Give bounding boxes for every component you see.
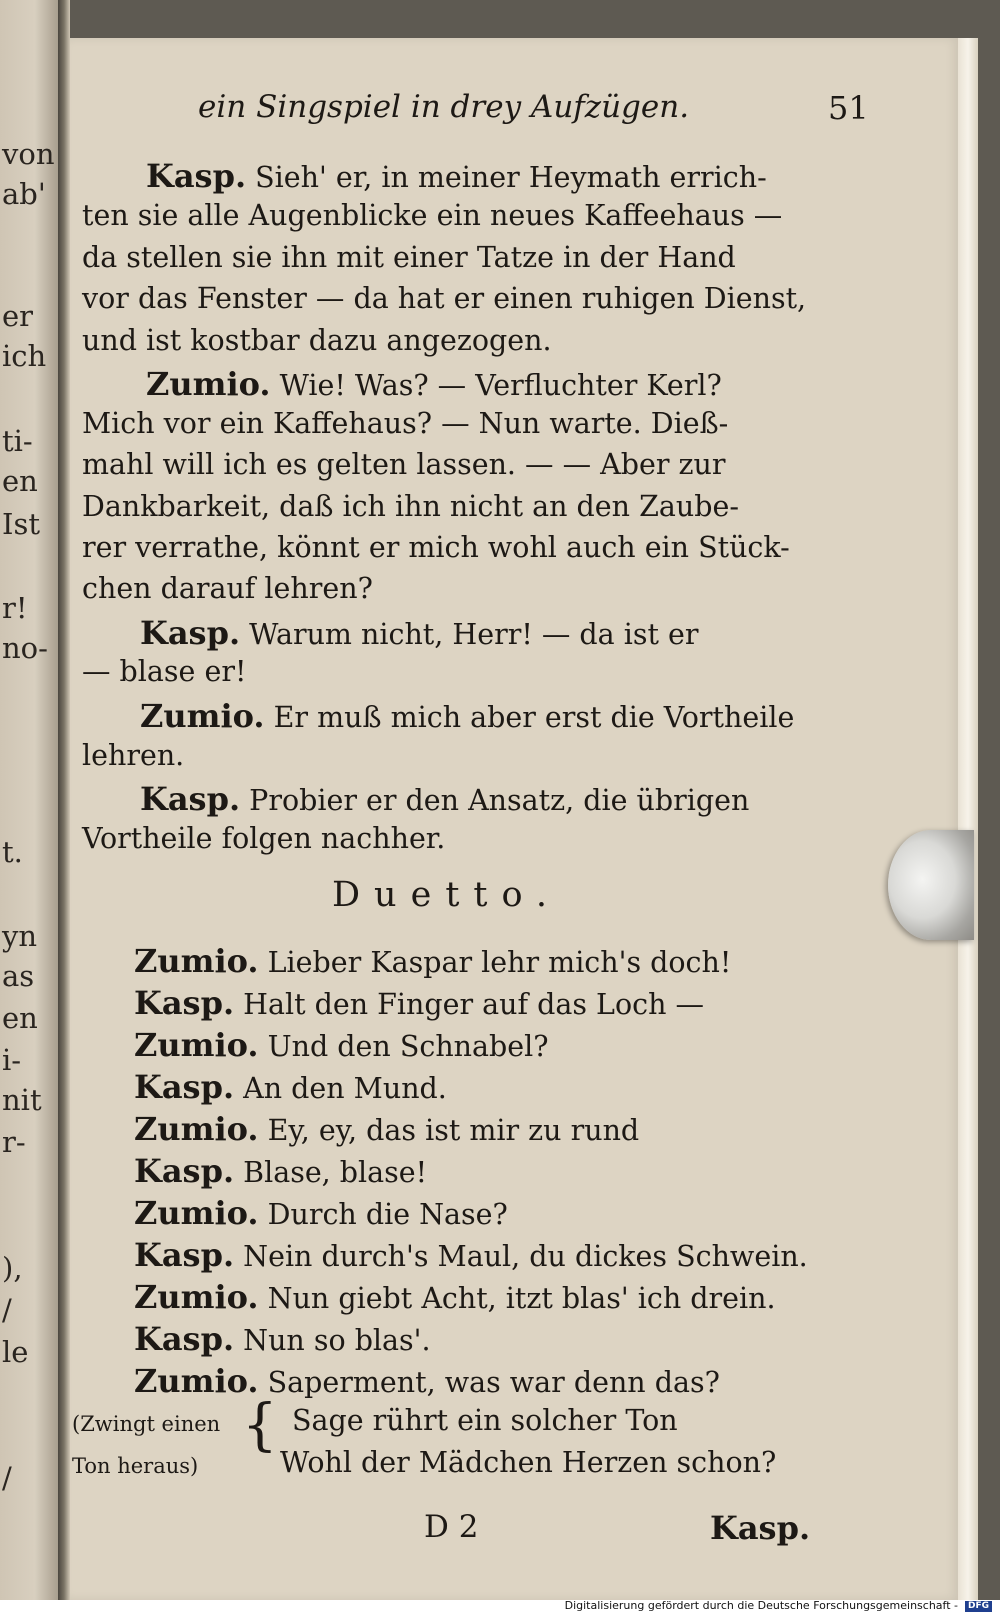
speaker-name: Zumio. (140, 697, 265, 735)
line-text: Und den Schnabel? (267, 1030, 549, 1063)
line-text: Ey, ey, das ist mir zu rund (267, 1114, 640, 1147)
line-text: Nein durch's Maul, du dickes Schwein. (243, 1240, 808, 1273)
left-page-fragment: t. (2, 835, 23, 869)
curly-brace: { (242, 1393, 278, 1458)
speaker-name: Zumio. (146, 365, 271, 403)
speaker-name: Kasp. (134, 984, 235, 1022)
speaker-name: Kasp. (140, 614, 241, 652)
left-page-fragment: r- (2, 1125, 26, 1159)
speaker-name: Kasp. (134, 1152, 235, 1190)
dialogue-line (146, 365, 722, 403)
left-page-fragment: le (2, 1335, 29, 1369)
dialogue-line: mahl will ich es gelten lassen. — — Aber zur (82, 448, 726, 481)
left-page-fragment: / (2, 1461, 12, 1495)
stage-direction: Ton heraus) (72, 1454, 199, 1478)
digitization-credit: Digitalisierung gefördert durch die Deutsche Forschungsgemeinschaft - (564, 1599, 958, 1612)
dialogue-line: da stellen sie ihn mit einer Tatze in der Hand (82, 241, 736, 274)
speaker-name: Zumio. (134, 942, 259, 980)
left-page-fragment: ich (2, 339, 47, 373)
section-title: Duetto. (332, 875, 562, 915)
speaker-name: Kasp. (134, 1068, 235, 1106)
left-page-edge (0, 0, 58, 1600)
page-edge (958, 38, 978, 1600)
speaker-name: Zumio. (134, 1362, 259, 1400)
left-page-fragment: nit (2, 1083, 42, 1117)
dialogue-line (140, 697, 795, 735)
left-page-fragment: as (2, 959, 35, 993)
left-page-fragment: r! (2, 591, 28, 625)
left-page-fragment: ab' (2, 177, 46, 211)
line-text: Warum nicht, Herr! — da ist er (249, 618, 699, 651)
line-text: Saperment, was war denn das? (267, 1366, 720, 1399)
left-page-fragment: er (2, 299, 34, 333)
page-clip (888, 830, 974, 940)
line-text: Lieber Kaspar lehr mich's doch! (267, 946, 732, 979)
duetto-line (134, 1152, 428, 1190)
left-page-fragment: i- (2, 1043, 22, 1077)
dialogue-line (140, 614, 699, 652)
dialogue-line: Dankbarkeit, daß ich ihn nicht an den Zaube- (82, 490, 739, 523)
line-text: Probier er den Ansatz, die übrigen (249, 784, 750, 817)
line-text: Nun giebt Acht, itzt blas' ich drein. (267, 1282, 776, 1315)
speaker-name: Zumio. (134, 1194, 259, 1232)
duetto-line (134, 942, 732, 980)
line-text: Nun so blas'. (243, 1324, 431, 1357)
line-text: Er muß mich aber erst die Vortheile (273, 701, 795, 734)
dialogue-line (140, 780, 750, 818)
braced-line: Sage rührt ein solcher Ton (292, 1404, 678, 1437)
left-page-fragment: ti- (2, 424, 33, 458)
line-text: Halt den Finger auf das Loch — (243, 988, 705, 1021)
left-page-fragment: en (2, 1001, 38, 1035)
duetto-line (134, 1194, 508, 1232)
dialogue-line: lehren. (82, 739, 185, 772)
book-gutter (58, 0, 70, 1600)
page-number: 51 (828, 89, 869, 127)
speaker-name: Kasp. (146, 157, 247, 195)
dialogue-line: — blase er! (82, 655, 247, 688)
dialogue-line: und ist kostbar dazu angezogen. (82, 324, 552, 357)
speaker-name: Kasp. (134, 1320, 235, 1358)
speaker-name: Zumio. (134, 1110, 259, 1148)
dialogue-line: Vortheile folgen nachher. (82, 822, 446, 855)
left-page-fragment: no- (2, 631, 48, 665)
left-page-fragment: ), (2, 1251, 23, 1285)
duetto-line (134, 1236, 808, 1274)
speaker-name: Kasp. (134, 1236, 235, 1274)
duetto-line (134, 1278, 776, 1316)
dfg-logo: DFG (965, 1601, 992, 1612)
catchword: Kasp. (710, 1509, 811, 1547)
line-text: Wie! Was? — Verfluchter Kerl? (279, 369, 722, 402)
left-page-fragment: Ist (2, 507, 40, 541)
line-text: Blase, blase! (243, 1156, 428, 1189)
signature-mark: D 2 (424, 1509, 479, 1545)
braced-line: Wohl der Mädchen Herzen schon? (280, 1446, 777, 1479)
speaker-name: Zumio. (134, 1026, 259, 1064)
duetto-line (134, 984, 705, 1022)
left-page-fragment: en (2, 464, 38, 498)
left-page-fragment: yn (2, 919, 38, 953)
duetto-line (134, 1068, 447, 1106)
running-head: ein Singspiel in drey Aufzügen. (198, 89, 690, 125)
stage-direction: (Zwingt einen (72, 1412, 221, 1436)
left-page-fragment: / (2, 1293, 12, 1327)
line-text: Sieh' er, in meiner Heymath errich- (255, 161, 767, 194)
duetto-line (134, 1026, 549, 1064)
speaker-name: Kasp. (140, 780, 241, 818)
dialogue-line: ten sie alle Augenblicke ein neues Kaffeehaus — (82, 199, 783, 232)
duetto-line (134, 1362, 720, 1400)
dialogue-line: chen darauf lehren? (82, 572, 373, 605)
line-text: An den Mund. (243, 1072, 447, 1105)
duetto-line (134, 1110, 640, 1148)
dialogue-line: Mich vor ein Kaffehaus? — Nun warte. Dieß- (82, 407, 729, 440)
speaker-name: Zumio. (134, 1278, 259, 1316)
left-page-fragment: von (2, 137, 55, 171)
dialogue-line: vor das Fenster — da hat er einen ruhigen Dienst, (82, 282, 807, 315)
duetto-line (134, 1320, 431, 1358)
dialogue-line (146, 157, 767, 195)
dialogue-line: rer verrathe, könnt er mich wohl auch ein Stück- (82, 531, 790, 564)
line-text: Durch die Nase? (267, 1198, 508, 1231)
